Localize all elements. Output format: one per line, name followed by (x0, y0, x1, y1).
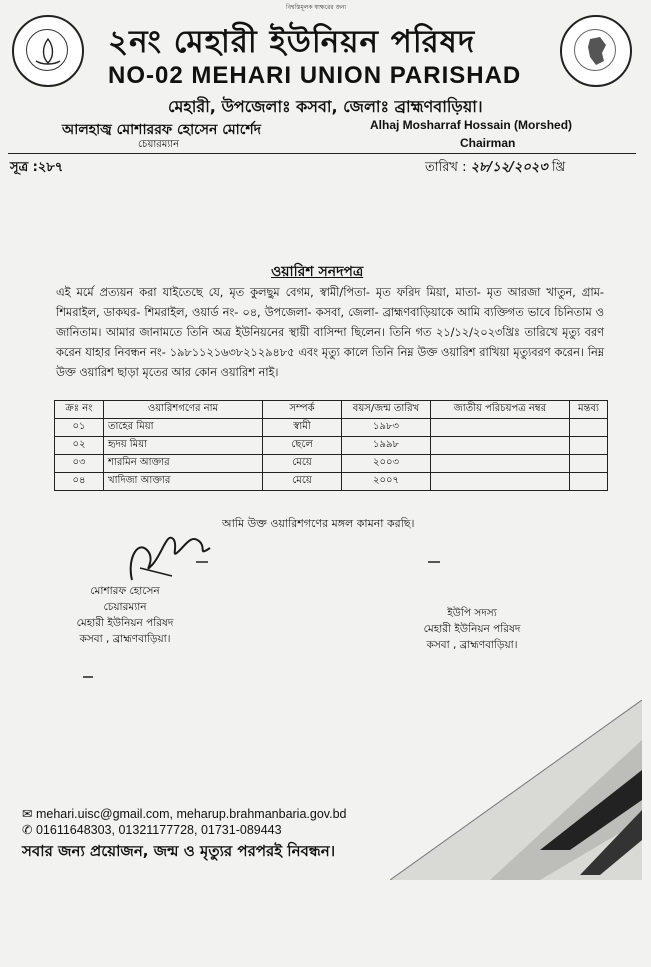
union-address: মেহারী, উপজেলাঃ কসবা, জেলাঃ ব্রাহ্মণবাড়িয়া। (168, 97, 483, 116)
member-location: কসবা , ব্রাহ্মণবাড়িয়া। (426, 639, 518, 651)
phone-text: 01611648303, 01321177728, 01731-089443 (35, 823, 282, 837)
cell-nid (431, 455, 570, 473)
table-row (55, 437, 608, 455)
col-serial: ক্রঃ নং (55, 401, 104, 419)
email-line (22, 806, 347, 821)
header-divider (8, 153, 636, 154)
chairman-title-english: Chairman (460, 136, 516, 150)
cell-heir-name: খাদিজা আক্তার (104, 473, 263, 491)
phone-line (22, 822, 282, 837)
cell-serial: ০১ (55, 419, 104, 437)
col-remarks: মন্তব্য (570, 401, 608, 419)
well-wishes-line: আমি উক্ত ওয়ারিশগণের মঙ্গল কামনা করছি। (222, 517, 415, 530)
certificate-title: ওয়ারিশ সনদপত্র (271, 264, 364, 280)
cell-heir-name: তাহের মিয়া (104, 419, 263, 437)
signatory-title: চেয়ারম্যান (103, 601, 147, 613)
memo-value: ২৮৭ (37, 160, 64, 175)
email-text: mehari.uisc@gmail.com, meharup.brahmanbaria.gov.bd (35, 807, 347, 821)
date-label: তারিখ : (425, 160, 467, 175)
col-nid: জাতীয় পরিচয়পত্র নম্বর (431, 401, 570, 419)
issue-date (425, 158, 565, 179)
certificate-body: এই মর্মে প্রত্যয়ন করা যাইতেছে যে, মৃত কুলছুম বেগম, স্বামী/পিতা- মৃত ফরিদ মিয়া, মাতা- মৃত আরজা খাতুন, গ্রাম- শিমরাইল, ডাকঘর- শিমরাইল, ওয়ার্ড নং- ০৪, উপজেলা- কসবা, জেলা- ব্রাহ্মণবাড়িয়াকে আমি ব্যক্তিগত ভাবে চিনিতাম ও জানিতাম। আমার জানামতে তিনি অত্র ইউনিয়নের স্থায়ী বাসিন্দা ছিলেন। তিনি গত ২১/১২/২০২৩খ্রিঃ তারিখে মৃত্যু বরণ করেন যাহার নিবন্ধন নং- ১৯৮১১২১৬৩৮২১২৯৪৮৫ এবং মৃত্যু কালে তিনি নিম্ন উক্ত ওয়ারিশ রাখিয়া মৃত্যুবরণ করেন। নিম্ন উক্ত ওয়ারিশ ছাড়া মৃতের আর কোন ওয়ারিশ নাই। (56, 286, 604, 379)
cell-nid (431, 473, 570, 491)
chairman-name-bangla: আলহাজ্ব মোশাররফ হোসেন মোর্শেদ (62, 122, 262, 138)
chairman-name-english: Alhaj Mosharraf Hossain (Morshed) (370, 118, 573, 132)
union-seal-logo (12, 15, 84, 87)
chairman-signature-block (55, 583, 195, 647)
member-signature-block (402, 605, 542, 653)
cell-relation: মেয়ে (263, 473, 342, 491)
signatory-location: কসবা , ব্রাহ্মণবাড়িয়া। (79, 633, 171, 645)
cell-heir-name: শারমিন আক্তার (104, 455, 263, 473)
cell-age: ২০০৩ (342, 455, 431, 473)
cell-relation: স্বামী (263, 419, 342, 437)
phone-icon: ✆ (22, 823, 33, 837)
member-office: মেহারী ইউনিয়ন পরিষদ (423, 623, 521, 635)
col-relation: সম্পর্ক (263, 401, 342, 419)
cell-remarks (570, 455, 608, 473)
cell-relation: মেয়ে (263, 455, 342, 473)
signatory-name: মোশারফ হোসেন (90, 585, 160, 597)
top-caption: বিশ্বস্তিমূলক স্বাক্ষরের জন্য (286, 4, 347, 11)
chairman-signature (112, 520, 222, 590)
cell-remarks (570, 437, 608, 455)
decorative-corner-graphic (390, 700, 642, 880)
cell-nid (431, 419, 570, 437)
date-suffix: খ্রি (551, 160, 566, 175)
cell-remarks (570, 419, 608, 437)
cell-serial: ০৪ (55, 473, 104, 491)
signatory-office: মেহারী ইউনিয়ন পরিষদ (76, 617, 174, 629)
cell-nid (431, 437, 570, 455)
cell-age: ১৯৯৮ (342, 437, 431, 455)
cell-serial: ০৩ (55, 455, 104, 473)
envelope-icon: ✉ (22, 807, 33, 821)
cell-serial: ০২ (55, 437, 104, 455)
table-row (55, 473, 608, 491)
memo-label: সূত্র : (10, 160, 38, 175)
date-value: ২৮/১২/২০২৩ (470, 160, 548, 175)
member-title: ইউপি সদস্য (447, 607, 497, 619)
col-heir-name: ওয়ারিশগণের নাম (104, 401, 263, 419)
union-name-bangla: ২নং মেহারী ইউনিয়ন পরিষদ (108, 24, 476, 60)
cell-heir-name: হৃদয় মিয়া (104, 437, 263, 455)
registration-slogan: সবার জন্য প্রয়োজন, জন্ম ও মৃত্যুর পরপরই নিবন্ধন। (22, 842, 336, 860)
chairman-title-bangla: চেয়ারম্যান (138, 139, 180, 150)
col-age: বয়স/জন্ম তারিখ (342, 401, 431, 419)
table-header-row (55, 401, 608, 419)
heirs-table (54, 400, 608, 491)
cell-remarks (570, 473, 608, 491)
table-row (55, 419, 608, 437)
government-seal-logo (560, 15, 632, 87)
cell-age: ২০০৭ (342, 473, 431, 491)
cell-relation: ছেলে (263, 437, 342, 455)
table-row (55, 455, 608, 473)
memo-number (10, 158, 63, 179)
union-name-english: NO-02 MEHARI UNION PARISHAD (108, 62, 522, 89)
cell-age: ১৯৮৩ (342, 419, 431, 437)
